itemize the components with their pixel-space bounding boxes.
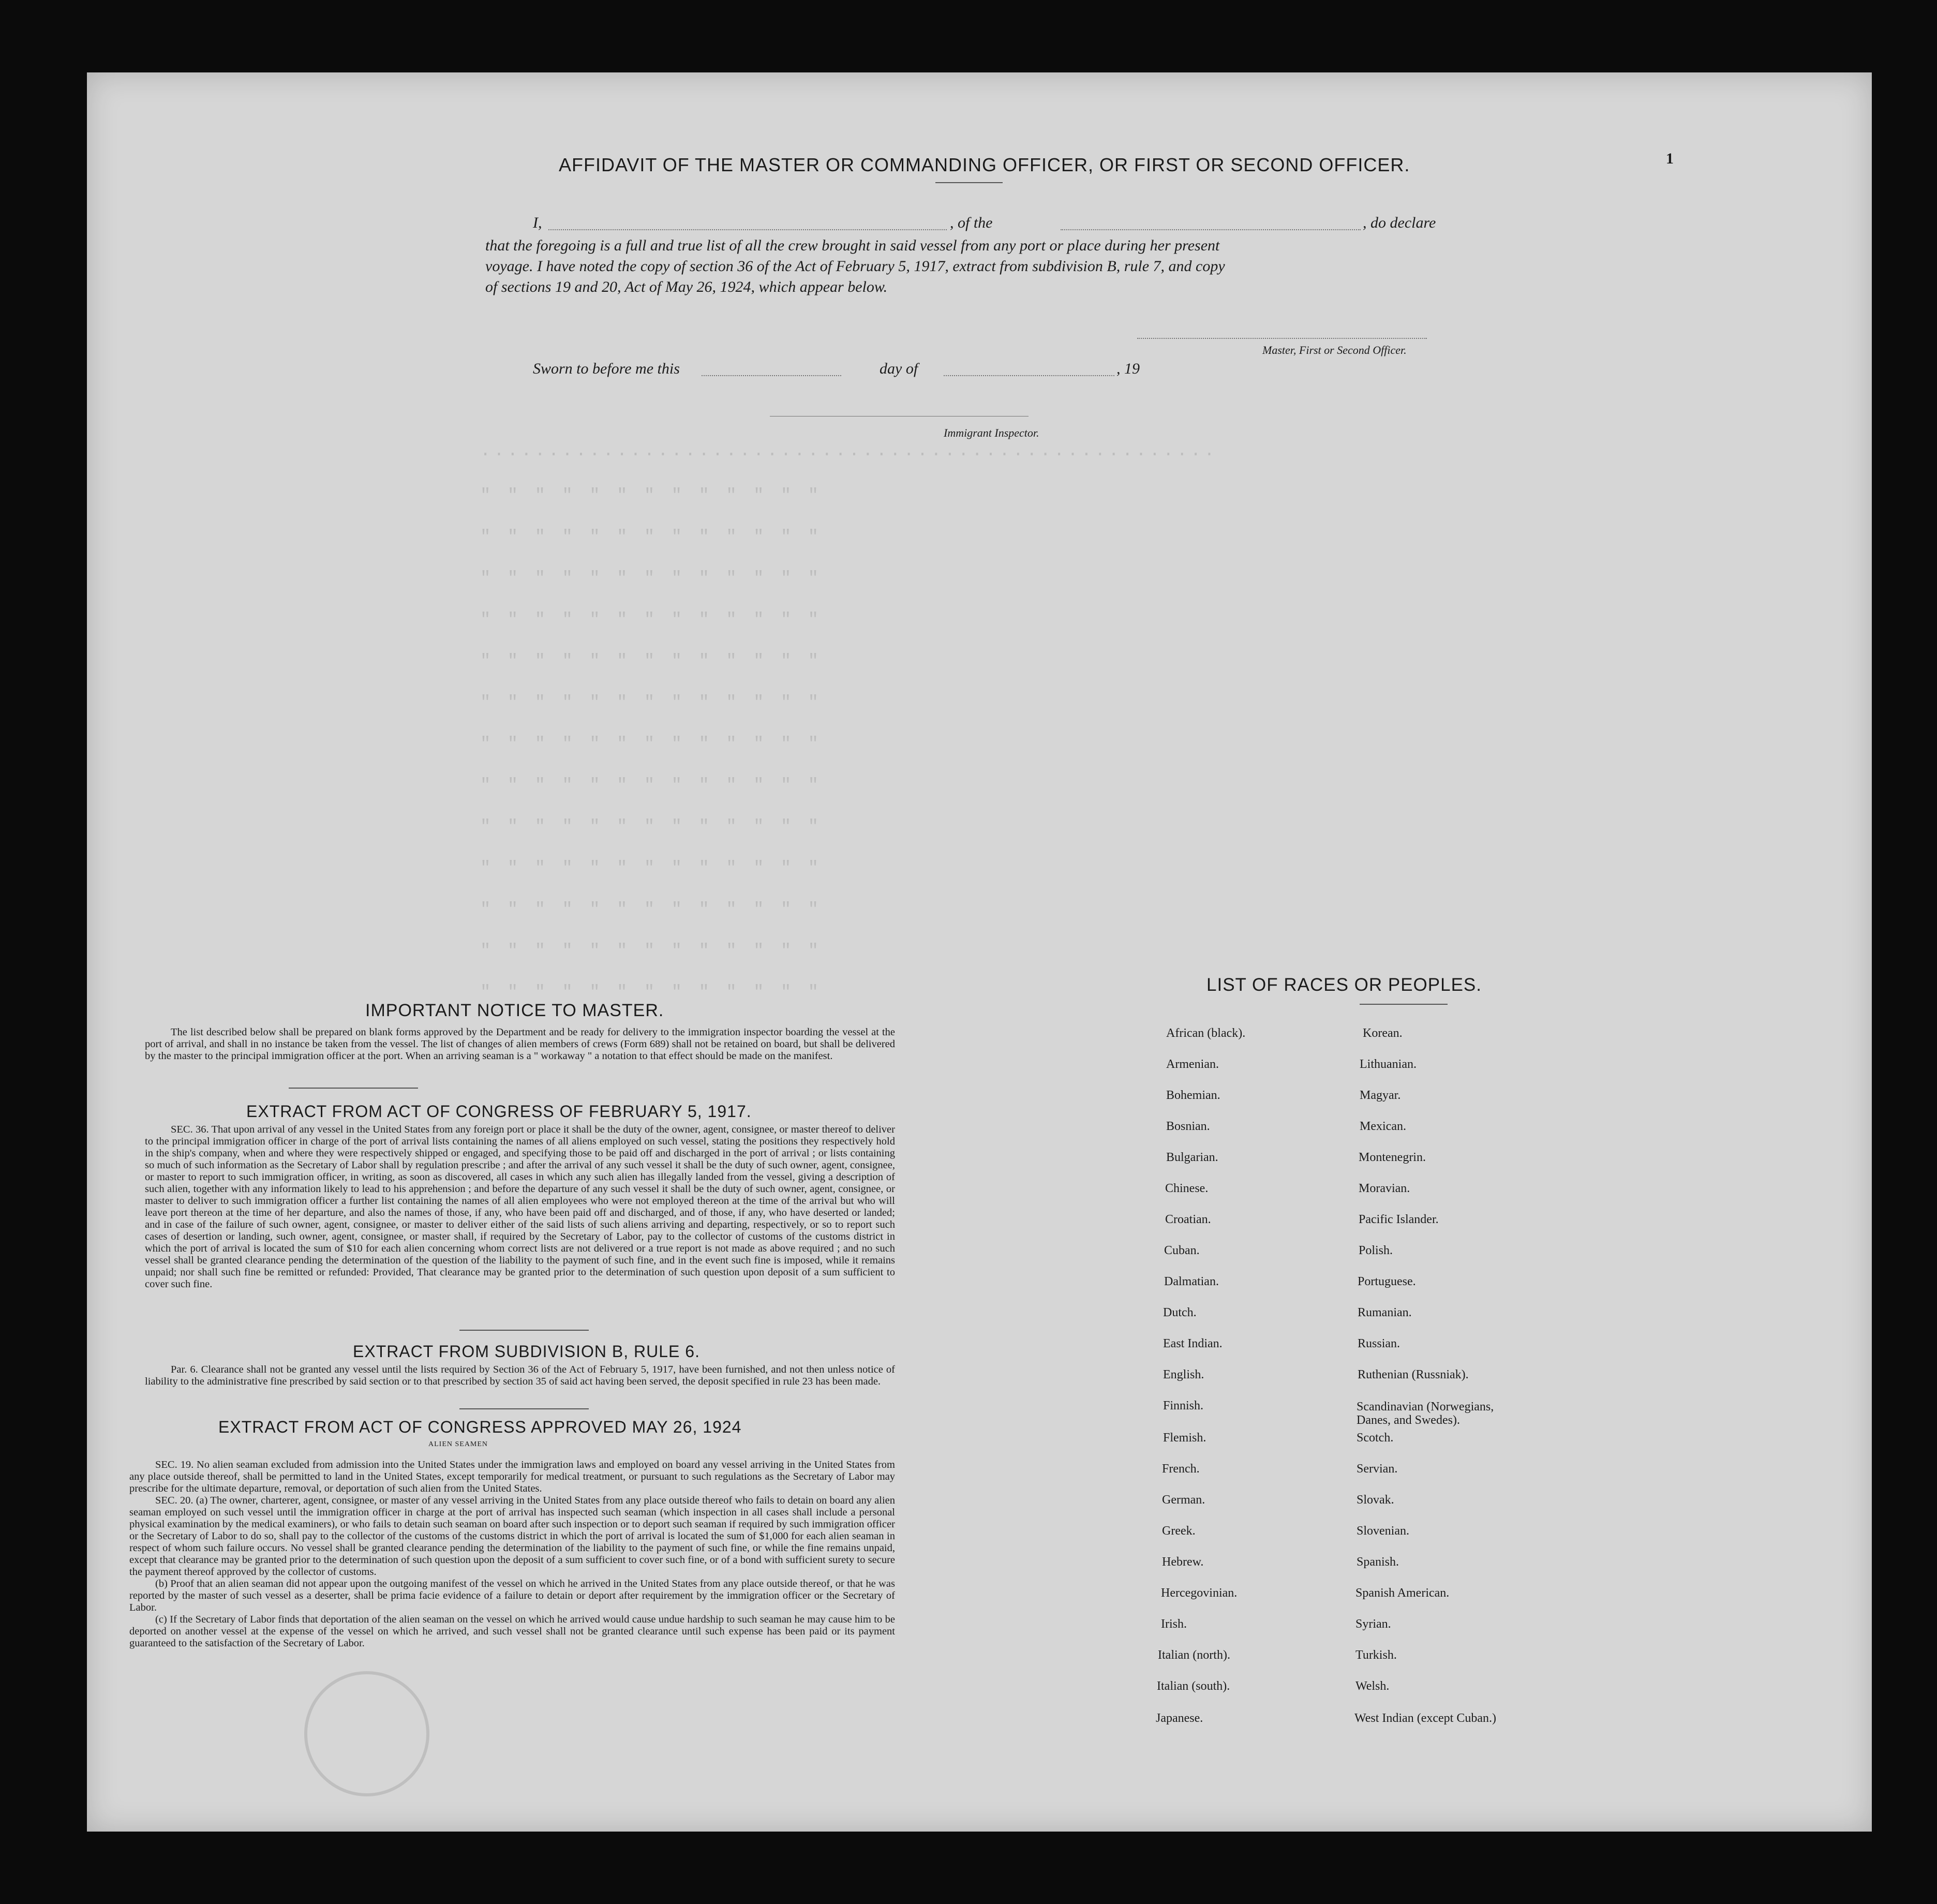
sworn-label: Sworn to before me this bbox=[533, 360, 680, 377]
par-6-paragraph: Par. 6. Clearance shall not be granted any vessel until the lists required by Section 36 of the Act of February 5, 1917, have been furnished, and not then unless notice of liability to the administrative fine prescribed by said section or to that prescribed by section 35 of said act having been served, the deposit specified in rule 23 has been made. bbox=[145, 1364, 895, 1387]
race-item: Lithuanian. bbox=[1360, 1058, 1417, 1071]
race-item: Scandinavian (Norwegians, Danes, and Swedes). bbox=[1357, 1400, 1494, 1427]
race-item: Korean. bbox=[1363, 1027, 1403, 1040]
extract-1924-text bbox=[129, 1459, 895, 1649]
master-name-field[interactable] bbox=[548, 229, 947, 230]
sec-20a-paragraph: SEC. 20. (a) The owner, charterer, agent, consignee, or master of any vessel arriving in the United States from any place outside thereof who fails to detain on board any alien seaman employed on such vessel until the immigration officer in charge at the port of arrival has inspected such seaman (which inspection in all cases shall include a personal physical examination by the medical examiners), or who fails to detain such seaman on board after such inspection or to deport such seaman if required by such immigration officer or the Secretary of Labor to do so, shall pay to the collector of the customs of the customs district in which the port of arrival is located the sum of $1,000 for each alien seaman in respect of whom such failure occurs. No vessel shall be granted clearance pending the determination of the liability to the payment of such fine, or while the fine remains unpaid, except that clearance may be granted prior to the determination of such question upon the deposit of a sum sufficient to cover such fine, or of a bond with sufficient surety to secure the payment thereof approved by the collector of customs. bbox=[129, 1495, 895, 1578]
sworn-month-field[interactable] bbox=[944, 375, 1114, 376]
races-title: LIST OF RACES OR PEOPLES. bbox=[1206, 975, 1482, 995]
race-item: Polish. bbox=[1359, 1244, 1393, 1257]
race-item: Greek. bbox=[1162, 1524, 1196, 1538]
race-item: Russian. bbox=[1358, 1337, 1400, 1350]
sec-19-paragraph: SEC. 19. No alien seaman excluded from admission into the United States under the immigration laws and employed on board any vessel arriving in the United States from any place outside thereof, shall be permitted to land in the United States, except temporarily for medical treatment, or pursuant to such regulations as the Secretary of Labor may prescribe for the ultimate departure, removal, or deportation of such alien from the United States. bbox=[129, 1459, 895, 1494]
races-divider bbox=[1360, 1004, 1448, 1005]
race-item: Pacific Islander. bbox=[1359, 1213, 1439, 1226]
race-item: Hebrew. bbox=[1162, 1555, 1204, 1569]
notice-text bbox=[145, 1027, 895, 1062]
race-item: Bulgarian. bbox=[1166, 1151, 1218, 1164]
affidavit-do-declare: , do declare bbox=[1363, 214, 1436, 231]
race-item: Flemish. bbox=[1163, 1431, 1206, 1445]
affidavit-line-3: voyage. I have noted the copy of section 36 of the Act of February 5, 1917, extract from subdivision B, rule 7, and copy bbox=[485, 258, 1225, 275]
race-item: Armenian. bbox=[1166, 1058, 1219, 1071]
race-item: Irish. bbox=[1161, 1617, 1187, 1631]
page-number: 1 bbox=[1666, 150, 1674, 167]
race-item: Portuguese. bbox=[1358, 1275, 1416, 1288]
race-item: Bosnian. bbox=[1166, 1120, 1210, 1133]
document-sheet: ∙∙∙∙∙∙∙∙∙∙∙∙∙∙∙∙∙∙∙∙∙∙∙∙∙∙∙∙∙∙∙∙∙∙∙∙∙∙∙∙∙∙∙∙∙∙∙∙∙∙∙∙∙∙ " " " " " " " " " " " " " " " " " " " " " " " " " " " " " " " " " " " " " " " " " " " " " " " " " " " " " " " " " " " " " " " " " " " " " " " " " " " " " " " " " " " " " " " " " " " " " " " " " " " " " " " " " " " " " " " " " " " " " " " " " " " " " " " " " " " " " " " " " " " " " " " " " " " " " " " " " " " " " " " " " " " " " " " " " 1 AFFIDAVIT OF THE MASTER OR COMMANDING OFFICER, OR FIRST OR SECOND OFFICER. I, , of the , do declare that the foregoing is a full and true list of all the crew brought in said vessel from any port or place during her present voyage. I have noted the copy of section 36 of the Act of February 5, 1917, extract from subdivision B, rule 7, and copy of sections 19 and 20, Act of May 26, 1924, which appear below. Master, First or Second Officer. Sworn to before me this day of , 19 Immigrant Inspector. IMPORTANT NOTICE TO MASTER. The list described below shall be prepared on blank forms approved by the Department and be ready for delivery to the immigration inspector boarding the vessel at the port of arrival, and shall in no instance be taken from the vessel. The list of changes of alien members of crews (Form 689) shall not be retained on board, but shall be delivered by the master to the principal immigration officer at the port. When an arriving seaman is a " workaway " a notation to that effect should be made on the manifest. EXTRACT FROM ACT OF CONGRESS OF FEBRUARY 5, 1917. SEC. 36. That upon arrival of any vessel in the United States from any foreign port or place it shall be the duty of the owner, agent, consignee, or master thereof to deliver to the principal immigration officer in charge of the port of arrival lists containing the names of all aliens employed on such vessel, stating the positions they respectively hold in the ship's company, when and where they were respectively shipped or engaged, and specifying those to be paid off and discharged in the port of arrival ; or lists containing so much of such information as the Secretary of Labor shall by regulation prescribe ; and after the arrival of any such vessel it shall be the duty of such owner, agent, consignee, or master to report to such immigration officer, in writing, as soon as discovered, all cases in which any such alien has illegally landed from the vessel, giving a description of such alien, together with any information likely to lead to his apprehension ; and before the departure of any such vessel it shall be the duty of such owner, agent, consignee, or master to deliver to such immigration officer a further list containing the names of all alien employees who were not employed thereon at the time of the arrival but who will leave port thereon at the time of her departure, and also the names of those, if any, who have been paid off and discharged, and of those, if any, who have deserted or landed; and in case of the failure of such owner, agent, consignee, or master to deliver either of the said lists of such aliens arriving and departing, respectively, or so to report such cases of desertion or landing, such owner, agent, consignee, or master shall, if required by the Secretary of Labor, pay to the collector of customs of the customs district in which the port of arrival is located the sum of $10 for each alien concerning whom correct lists are not delivered or a true report is not made as above required ; and no such vessel shall be granted clearance pending the determination of the question of the liability to the payment of such fine, and in the event such fine is imposed, while it remains unpaid; nor shall such fine be remitted or refunded: Provided, That clearance may be granted prior to the determination of such question upon deposit of a sum sufficient to cover such fine. EXTRACT FROM SUBDIVISION B, RULE 6. Par. 6. Clearance shall not be granted any vessel until the lists required by Section 36 of the Act of February 5, 1917, have been furnished, and not then unless notice of liability to the administrative fine prescribed by said section or to that prescribed by section 35 of said act having been served, the deposit specified in rule 23 has been made. EXTRACT FROM ACT OF CONGRESS APPROVED MAY 26, 1924 ALIEN SEAMEN SEC. 19. No alien seaman excluded from admission into the United States under the immigration laws and employed on board any vessel arriving in the United States from any place outside thereof, shall be permitted to land in the United States, except temporarily for medical treatment, or pursuant to such regulations as the Secretary of Labor may prescribe for the ultimate departure, removal, or deportation of such alien from the United States. SEC. 20. (a) The owner, charterer, agent, consignee, or master of any vessel arriving in the United States from any place outside thereof who fails to detain on board any alien seaman employed on such vessel until the immigration officer in charge at the port of arrival has inspected such seaman (which inspection in all cases shall include a personal physical examination by the medical examiners), or who fails to detain such seaman on board after such inspection or to deport such seaman if required by such immigration officer or the Secretary of Labor to do so, shall pay to the collector of the customs of the customs district in which the port of arrival is located the sum of $1,000 for each alien seaman in respect of whom such failure occurs. No vessel shall be granted clearance pending the determination of the liability to the payment of such fine, or while the fine remains unpaid, except that clearance may be granted prior to the determination of such question upon the deposit of a sum sufficient to cover such fine, or of a bond with sufficient surety to secure the payment thereof approved by the collector of customs. (b) Proof that an alien seaman did not appear upon the outgoing manifest of the vessel on which he arrived in the United States from any place outside thereof, or that he was reported by the master of such vessel as a deserter, shall be prima facie evidence of a failure to detain or deport after requirement by the immigration officer or the Secretary of Labor. (c) If the Secretary of Labor finds that deportation of the alien seaman on the vessel on which he arrived would cause undue hardship to such seaman he may cause him to be deported on another vessel at the expense of the vessel on which he arrived, and such vessel shall not be granted clearance until such expense has been paid or its payment guaranteed to the satisfaction of the Secretary of Labor. LIST OF RACES OR PEOPLES. African (black). Armenian. Bohemian. Bosnian. Bulgarian. Chinese. Croatian. Cuban. Dalmatian. Dutch. East Indian. English. Finnish. Flemish. French. German. Greek. Hebrew. Hercegovinian. Irish. Italian (north). Italian (south). Japanese. Korean. Lithuanian. Magyar. Mexican. Montenegrin. Moravian. Pacific Islander. Polish. Portuguese. Rumanian. Russian. Ruthenian (Russniak). Scandinavian (Norwegians, Danes, and Swedes). Scotch. Servian. Slovak. Slovenian. Spanish. Spanish American. Syrian. Turkish. Welsh. West Indian (except Cuban.) bbox=[87, 72, 1872, 1832]
sec-20b-paragraph: (b) Proof that an alien seaman did not appear upon the outgoing manifest of the vessel on which he arrived in the United States from any place outside thereof, or that he was reported by the master of such vessel as a deserter, shall be prima facie evidence of a failure to detain or deport after requirement by the immigration officer or the Secretary of Labor. bbox=[129, 1578, 895, 1613]
vessel-name-field[interactable] bbox=[1061, 229, 1361, 230]
race-item: Scotch. bbox=[1357, 1431, 1394, 1445]
race-item: Ruthenian (Russniak). bbox=[1358, 1368, 1469, 1381]
race-item: Bohemian. bbox=[1166, 1089, 1220, 1102]
race-item: West Indian (except Cuban.) bbox=[1354, 1712, 1496, 1725]
race-item: African (black). bbox=[1166, 1027, 1246, 1040]
race-item: Dalmatian. bbox=[1164, 1275, 1219, 1288]
race-item: Spanish. bbox=[1357, 1555, 1399, 1569]
race-item: Turkish. bbox=[1355, 1648, 1397, 1662]
race-item: Croatian. bbox=[1165, 1213, 1211, 1226]
section-divider bbox=[459, 1330, 589, 1331]
extract-1917-text bbox=[145, 1124, 895, 1290]
race-item: Syrian. bbox=[1355, 1617, 1391, 1631]
affidavit-i-label: I, bbox=[533, 214, 542, 231]
race-item: Montenegrin. bbox=[1359, 1151, 1426, 1164]
affidavit-line-4: of sections 19 and 20, Act of May 26, 1924, which appear below. bbox=[485, 278, 888, 295]
race-item: Hercegovinian. bbox=[1161, 1586, 1238, 1600]
race-item: Spanish American. bbox=[1355, 1586, 1450, 1600]
alien-seamen-subtitle: ALIEN SEAMEN bbox=[428, 1440, 488, 1448]
affidavit-title: AFFIDAVIT OF THE MASTER OR COMMANDING OFFICER, OR FIRST OR SECOND OFFICER. bbox=[559, 154, 1410, 175]
race-item: English. bbox=[1163, 1368, 1204, 1381]
inspector-caption: Immigrant Inspector. bbox=[944, 426, 1039, 439]
rule-6-text bbox=[145, 1364, 895, 1388]
race-item: Moravian. bbox=[1359, 1182, 1410, 1195]
section-divider bbox=[459, 1408, 589, 1409]
race-item: Rumanian. bbox=[1358, 1306, 1412, 1319]
race-item: Italian (south). bbox=[1157, 1679, 1230, 1693]
race-item: Slovak. bbox=[1357, 1493, 1394, 1507]
day-of-label: day of bbox=[880, 360, 918, 377]
race-item: Japanese. bbox=[1156, 1712, 1203, 1725]
race-item: Chinese. bbox=[1165, 1182, 1209, 1195]
race-item: East Indian. bbox=[1163, 1337, 1223, 1350]
section-divider bbox=[289, 1088, 418, 1089]
race-item: Finnish. bbox=[1163, 1399, 1204, 1412]
race-item: Dutch. bbox=[1163, 1306, 1197, 1319]
notice-title: IMPORTANT NOTICE TO MASTER. bbox=[365, 1001, 664, 1020]
affidavit-line-2: that the foregoing is a full and true list of all the crew brought in said vessel from any port or place during her present bbox=[485, 237, 1220, 254]
rule-6-title: EXTRACT FROM SUBDIVISION B, RULE 6. bbox=[353, 1342, 700, 1361]
sworn-day-field[interactable] bbox=[702, 375, 841, 376]
race-item: Italian (north). bbox=[1158, 1648, 1230, 1662]
extract-1924-title: EXTRACT FROM ACT OF CONGRESS APPROVED MAY 26, 1924 bbox=[218, 1418, 742, 1436]
race-item: Slovenian. bbox=[1357, 1524, 1409, 1538]
affidavit-of-the: , of the bbox=[950, 214, 993, 231]
race-item: German. bbox=[1162, 1493, 1205, 1507]
signature-field[interactable] bbox=[1137, 337, 1427, 339]
race-item: Mexican. bbox=[1360, 1120, 1406, 1133]
race-item: Servian. bbox=[1357, 1462, 1398, 1476]
race-item: Welsh. bbox=[1355, 1679, 1390, 1693]
signature-caption: Master, First or Second Officer. bbox=[1262, 344, 1407, 356]
title-divider bbox=[935, 182, 1003, 183]
race-item: Magyar. bbox=[1360, 1089, 1401, 1102]
year-label: , 19 bbox=[1116, 360, 1140, 377]
race-item: Cuban. bbox=[1164, 1244, 1200, 1257]
sec-36-paragraph: SEC. 36. That upon arrival of any vessel in the United States from any foreign port or place it shall be the duty of the owner, agent, consignee, or master thereof to deliver to the principal immigration officer in charge of the port of arrival lists containing the names of all aliens employed on such vessel, stating the positions they respectively hold in the ship's company, when and where they were respectively shipped or engaged, and specifying those to be paid off and discharged in the port of arrival ; or lists containing so much of such information as the Secretary of Labor shall by regulation prescribe ; and after the arrival of any such vessel it shall be the duty of such owner, agent, consignee, or master to report to such immigration officer, in writing, as soon as discovered, all cases in which any such alien has illegally landed from the vessel, giving a description of such alien, together with any information likely to lead to his apprehension ; and before the departure of any such vessel it shall be the duty of such owner, agent, consignee, or master to deliver to such immigration officer a further list containing the names of all alien employees who were not employed thereon at the time of the arrival but who will leave port thereon at the time of her departure, and also the names of those, if any, who have been paid off and discharged, and of those, if any, who have deserted or landed; and in case of the failure of such owner, agent, consignee, or master to deliver either of the said lists of such aliens arriving and departing, respectively, or so to report such cases of desertion or landing, such owner, agent, consignee, or master shall, if required by the Secretary of Labor, pay to the collector of customs of the customs district in which the port of arrival is located the sum of $10 for each alien concerning whom correct lists are not delivered or a true report is not made as above required ; and no such vessel shall be granted clearance pending the determination of the question of the liability to the payment of such fine, and in the event such fine is imposed, while it remains unpaid; nor shall such fine be remitted or refunded: Provided, That clearance may be granted prior to the determination of such question upon deposit of a sum sufficient to cover such fine. bbox=[145, 1124, 895, 1290]
extract-1917-title: EXTRACT FROM ACT OF CONGRESS OF FEBRUARY 5, 1917. bbox=[246, 1102, 752, 1121]
race-item: French. bbox=[1162, 1462, 1200, 1476]
notice-paragraph: The list described below shall be prepared on blank forms approved by the Department and be ready for delivery to the immigration inspector boarding the vessel at the port of arrival, and shall in no instance be taken from the vessel. The list of changes of alien members of crews (Form 689) shall not be retained on board, but shall be delivered by the master to the principal immigration officer at the port. When an arriving seaman is a " workaway " a notation to that effect should be made on the manifest. bbox=[145, 1027, 895, 1062]
stamp-mark bbox=[304, 1671, 429, 1796]
sec-20c-paragraph: (c) If the Secretary of Labor finds that deportation of the alien seaman on the vessel on which he arrived would cause undue hardship to such seaman he may cause him to be deported on another vessel at the expense of the vessel on which he arrived, and such vessel shall not be granted clearance until such expense has been paid or its payment guaranteed to the satisfaction of the Secretary of Labor. bbox=[129, 1614, 895, 1649]
